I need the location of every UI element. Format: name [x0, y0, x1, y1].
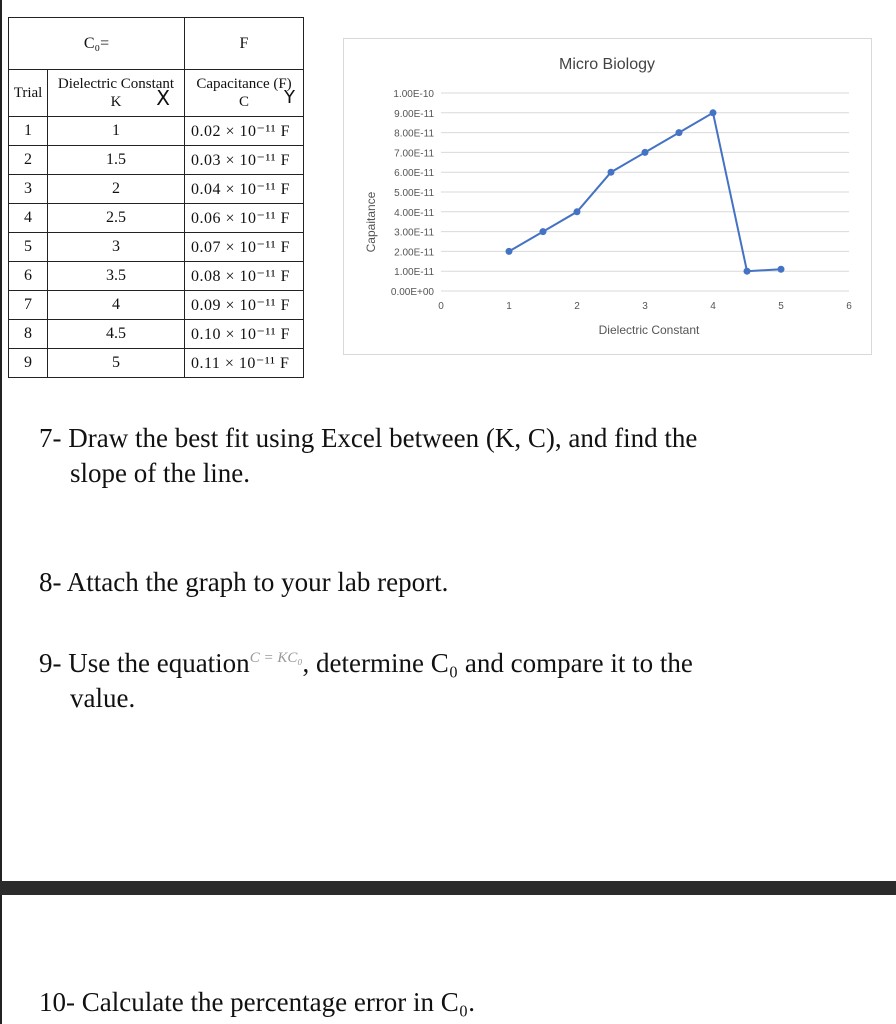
- table-row: [9, 349, 304, 378]
- y-tick-label: 9.00E-11: [394, 108, 434, 120]
- x-tick-label: 5: [778, 301, 784, 312]
- question-7-line1: 7- Draw the best fit using Excel between (K, C), and find the: [39, 423, 698, 453]
- capacitance-handwritten-cell: 0.02 × 10⁻¹¹ F: [185, 117, 304, 146]
- section-divider: [0, 881, 896, 895]
- y-tick-label: 0.00E+00: [390, 287, 434, 298]
- data-point: [778, 266, 785, 273]
- data-point: [676, 129, 683, 136]
- table-row: [9, 233, 304, 262]
- y-tick-label: 7.00E-11: [394, 148, 434, 160]
- c0-value-cell: [185, 18, 304, 70]
- trial-cell: 4: [9, 204, 48, 233]
- chart-svg: [344, 39, 871, 354]
- header-capacitance: [185, 70, 304, 117]
- k-cell: 2: [48, 175, 185, 204]
- c0-value: F: [239, 34, 249, 52]
- header-k-symbol: K: [110, 94, 122, 110]
- data-point: [642, 149, 649, 156]
- question-10: 10- Calculate the percentage error in C₀.: [39, 987, 475, 1017]
- equation-image: C = KC₀: [249, 650, 303, 666]
- k-cell: 3.5: [48, 262, 185, 291]
- data-table: [8, 17, 304, 378]
- table-row: [9, 204, 304, 233]
- y-tick-label: 6.00E-11: [394, 168, 434, 180]
- question-7: [39, 421, 697, 491]
- trial-cell: 6: [9, 262, 48, 291]
- capacitance-handwritten-cell: 0.03 × 10⁻¹¹ F: [185, 146, 304, 175]
- data-point: [574, 208, 581, 215]
- question-9-line2: value.: [70, 683, 136, 713]
- data-point: [744, 268, 751, 275]
- y-tick-label: 8.00E-11: [394, 128, 434, 140]
- data-point: [540, 228, 547, 235]
- table-row: [9, 320, 304, 349]
- trial-cell: 2: [9, 146, 48, 175]
- k-cell: 4.5: [48, 320, 185, 349]
- x-tick-label: 6: [846, 301, 852, 312]
- header-capacitance-label: Capacitance (F): [196, 76, 292, 92]
- y-tick-label: 3.00E-11: [394, 227, 434, 239]
- y-tick-label: 1.00E-11: [394, 267, 434, 279]
- k-cell: 5: [48, 349, 185, 378]
- data-point: [608, 169, 615, 176]
- k-cell: 2.5: [48, 204, 185, 233]
- chart-title: Micro Biology: [558, 56, 656, 73]
- header-trial-label: Trial: [13, 84, 43, 101]
- question-9-pre: 9- Use the equation: [39, 648, 250, 678]
- c0-label: C₀=: [83, 34, 110, 52]
- x-tick-label: 3: [642, 301, 648, 312]
- trial-cell: 3: [9, 175, 48, 204]
- y-tick-label: 5.00E-11: [394, 188, 434, 199]
- data-point: [506, 248, 513, 255]
- capacitance-handwritten-cell: 0.06 × 10⁻¹¹ F: [185, 204, 304, 233]
- question-7-line2: slope of the line.: [70, 458, 250, 488]
- page-border-left: [0, 0, 2, 1024]
- question-9-post: , determine C₀ and compare it to the: [302, 648, 693, 678]
- capacitance-handwritten-cell: 0.07 × 10⁻¹¹ F: [185, 233, 304, 262]
- chart-y-axis-label: Capaitance: [364, 191, 378, 253]
- x-tick-label: 2: [574, 301, 580, 312]
- trial-cell: 7: [9, 291, 48, 320]
- chart: [343, 38, 872, 355]
- header-y-handwritten: Y: [284, 87, 295, 108]
- trial-cell: 8: [9, 320, 48, 349]
- x-tick-label: 4: [710, 301, 716, 312]
- trial-cell: 1: [9, 117, 48, 146]
- k-cell: 3: [48, 233, 185, 262]
- data-point: [710, 109, 717, 116]
- k-cell: 1: [48, 117, 185, 146]
- y-tick-label: 1.00E-10: [393, 89, 434, 100]
- capacitance-handwritten-cell: 0.08 × 10⁻¹¹ F: [185, 262, 304, 291]
- x-tick-label: 0: [438, 301, 444, 312]
- c0-label-cell: [9, 18, 185, 70]
- table-row: [9, 117, 304, 146]
- table-row: [9, 262, 304, 291]
- header-x-handwritten: X: [156, 86, 170, 110]
- capacitance-handwritten-cell: 0.04 × 10⁻¹¹ F: [185, 175, 304, 204]
- table-row: [9, 291, 304, 320]
- x-tick-label: 1: [506, 301, 512, 312]
- header-trial: [9, 70, 48, 117]
- table-row: [9, 175, 304, 204]
- trial-cell: 5: [9, 233, 48, 262]
- capacitance-handwritten-cell: 0.11 × 10⁻¹¹ F: [185, 349, 304, 378]
- trial-cell: 9: [9, 349, 48, 378]
- capacitance-handwritten-cell: 0.09 × 10⁻¹¹ F: [185, 291, 304, 320]
- chart-x-axis-label: Dielectric Constant: [598, 323, 700, 337]
- capacitance-handwritten-cell: 0.10 × 10⁻¹¹ F: [185, 320, 304, 349]
- question-8: 8- Attach the graph to your lab report.: [39, 567, 449, 597]
- k-cell: 4: [48, 291, 185, 320]
- header-dielectric: [48, 70, 185, 117]
- table-row: [9, 146, 304, 175]
- y-tick-label: 4.00E-11: [394, 207, 434, 219]
- y-tick-label: 2.00E-11: [394, 247, 434, 259]
- k-cell: 1.5: [48, 146, 185, 175]
- question-9: [39, 641, 693, 716]
- header-c-symbol: C: [238, 94, 249, 110]
- header-dielectric-label: Dielectric Constant: [57, 76, 175, 92]
